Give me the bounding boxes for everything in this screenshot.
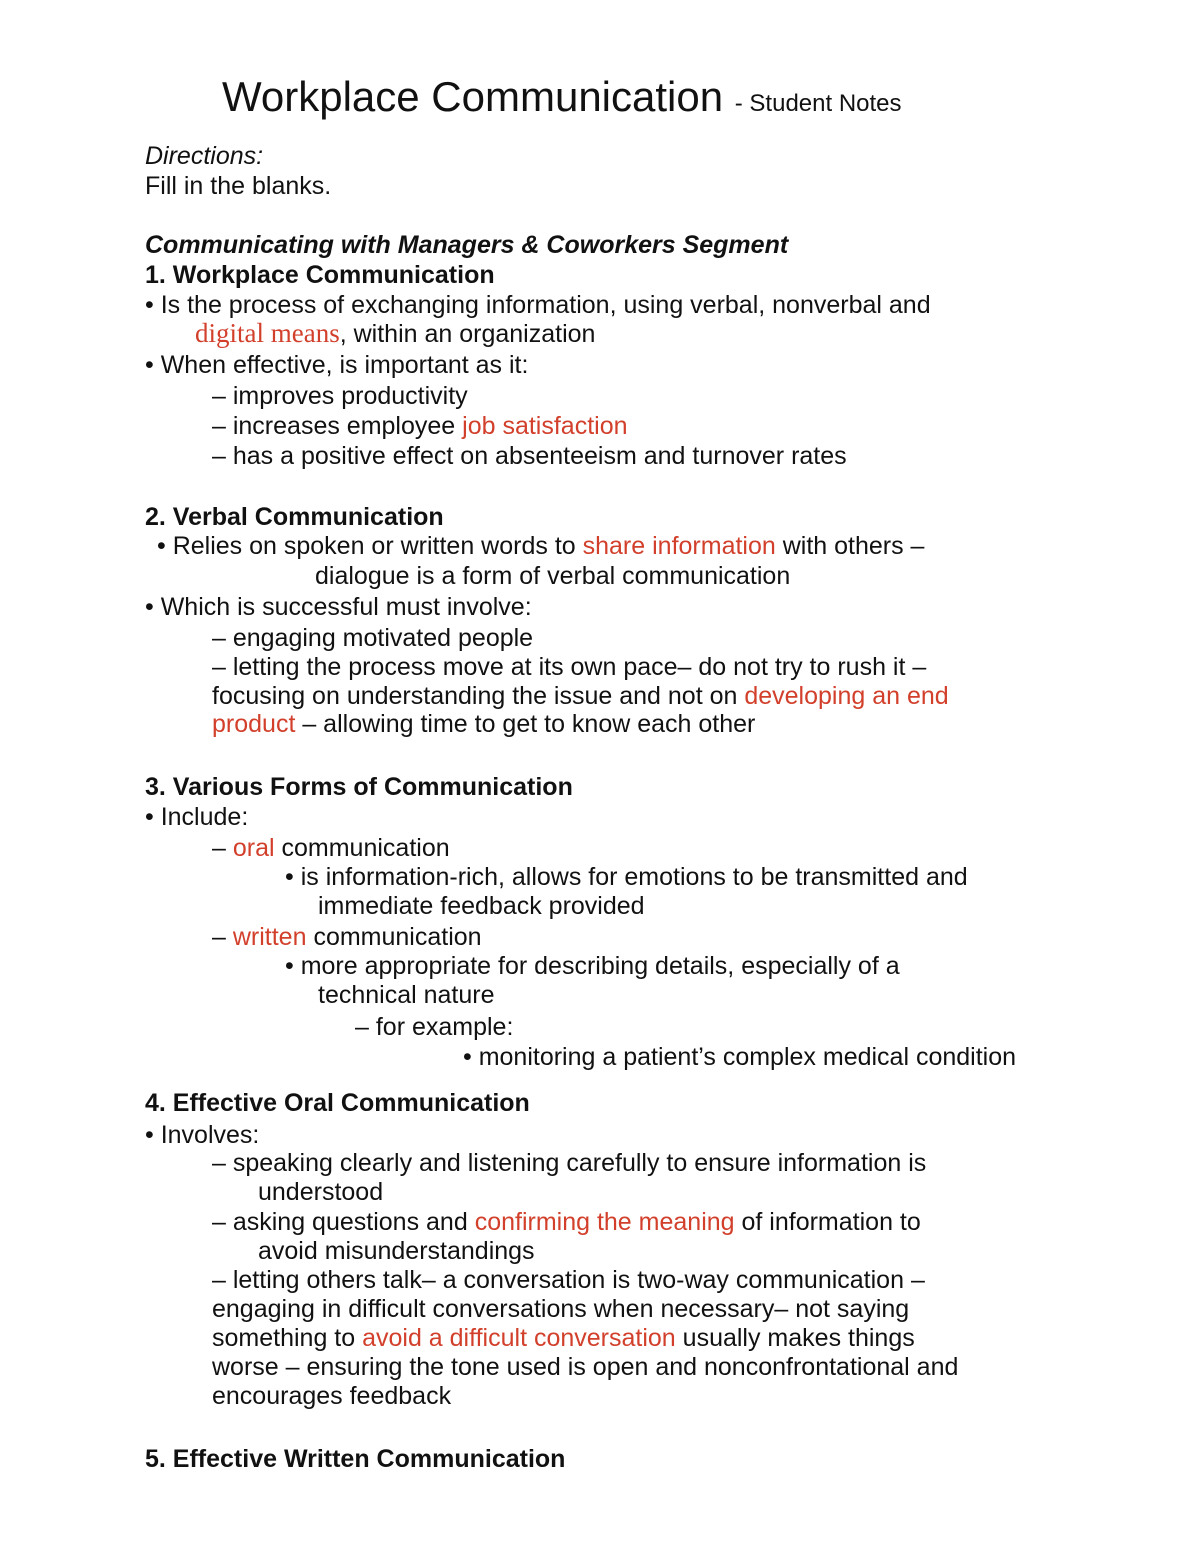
text-segment: – asking questions and [212,1208,475,1236]
section-1-dash-2 [212,411,628,441]
section-3-sub-1-cont: immediate feedback provided [318,892,645,920]
section-3-sub-1: • is information-rich, allows for emotions to be transmitted and [285,863,968,891]
blank-answer: avoid a difficult conversation [362,1324,676,1352]
section-1-dash-1: – improves productivity [212,382,468,410]
section-4-dash-1-cont: understood [258,1178,384,1206]
section-2-bullet-1 [157,531,924,561]
section-4-heading: 4. Effective Oral Communication [145,1089,530,1117]
section-3-heading: 3. Various Forms of Communication [145,773,573,801]
text-segment: focusing on understanding the issue and not on [212,682,745,710]
title-subtitle: - Student Notes [734,90,902,117]
blank-answer: developing an end [744,682,949,710]
text-segment: of information to [734,1208,921,1236]
blank-answer: written [232,923,307,951]
section-3-sub-2: • more appropriate for describing details, especially of a [285,952,900,980]
section-2-heading: 2. Verbal Communication [145,503,444,531]
blank-answer: confirming the meaning [474,1208,735,1236]
section-4-dash-2-cont: avoid misunderstandings [258,1237,535,1265]
section-4-dash-7: encourages feedback [212,1382,452,1410]
page-title [222,72,902,129]
blank-answer: job satisfaction [462,412,628,440]
text-segment: something to [212,1324,363,1352]
section-2-dash-3-cont [212,709,755,739]
directions-text: Fill in the blanks. [145,172,332,200]
text-segment: – [212,834,233,862]
section-3-example-label: – for example: [355,1013,514,1041]
text-segment: – increases employee [212,412,463,440]
text-segment: – allowing time to get to know each other [295,710,756,738]
text-segment: , within an organization [339,320,596,348]
text-segment: with others – [775,532,925,560]
text-segment: – [212,923,233,951]
section-2-dash-2: – letting the process move at its own pace– do not try to rush it – [212,653,927,681]
directions-label: Directions: [145,142,264,170]
section-4-dash-2 [212,1207,921,1237]
blank-answer: digital means [195,318,340,348]
section-1-bullet-1-cont [195,318,595,349]
section-1-heading: 1. Workplace Communication [145,261,495,289]
section-2-dash-3 [212,681,949,711]
section-3-sub-2-cont: technical nature [318,981,495,1009]
section-2-bullet-1-cont: dialogue is a form of verbal communication [315,562,791,590]
section-4-dash-6: worse – ensuring the tone used is open and nonconfrontational and [212,1353,959,1381]
title-main: Workplace Communication [222,73,724,120]
section-1-bullet-2: • When effective, is important as it: [145,351,529,379]
section-4-dash-1: – speaking clearly and listening carefully to ensure information is [212,1149,927,1177]
section-3-dash-2 [212,922,482,952]
section-4-dash-3: – letting others talk– a conversation is two-way communication – [212,1266,925,1294]
segment-heading: Communicating with Managers & Coworkers Segment [145,231,789,259]
blank-answer: share information [582,532,776,560]
text-segment: communication [274,834,450,862]
section-4-dash-5 [212,1323,915,1353]
section-1-bullet-1: • Is the process of exchanging information, using verbal, nonverbal and [145,291,931,319]
text-segment: communication [306,923,482,951]
blank-answer: product [212,710,296,738]
section-2-dash-1: – engaging motivated people [212,624,534,652]
section-4-dash-4: engaging in difficult conversations when necessary– not saying [212,1295,910,1323]
text-segment: usually makes things [675,1324,915,1352]
section-5-heading: 5. Effective Written Communication [145,1445,566,1473]
section-3-bullet-1: • Include: [145,803,249,831]
section-2-bullet-2: • Which is successful must involve: [145,593,532,621]
section-3-dash-1 [212,833,450,863]
section-1-dash-3: – has a positive effect on absenteeism and turnover rates [212,442,847,470]
text-segment: • Relies on spoken or written words to [157,532,583,560]
blank-answer: oral [232,834,275,862]
section-3-example-item: • monitoring a patient’s complex medical condition [463,1043,1017,1071]
section-4-bullet-1: • Involves: [145,1121,260,1149]
